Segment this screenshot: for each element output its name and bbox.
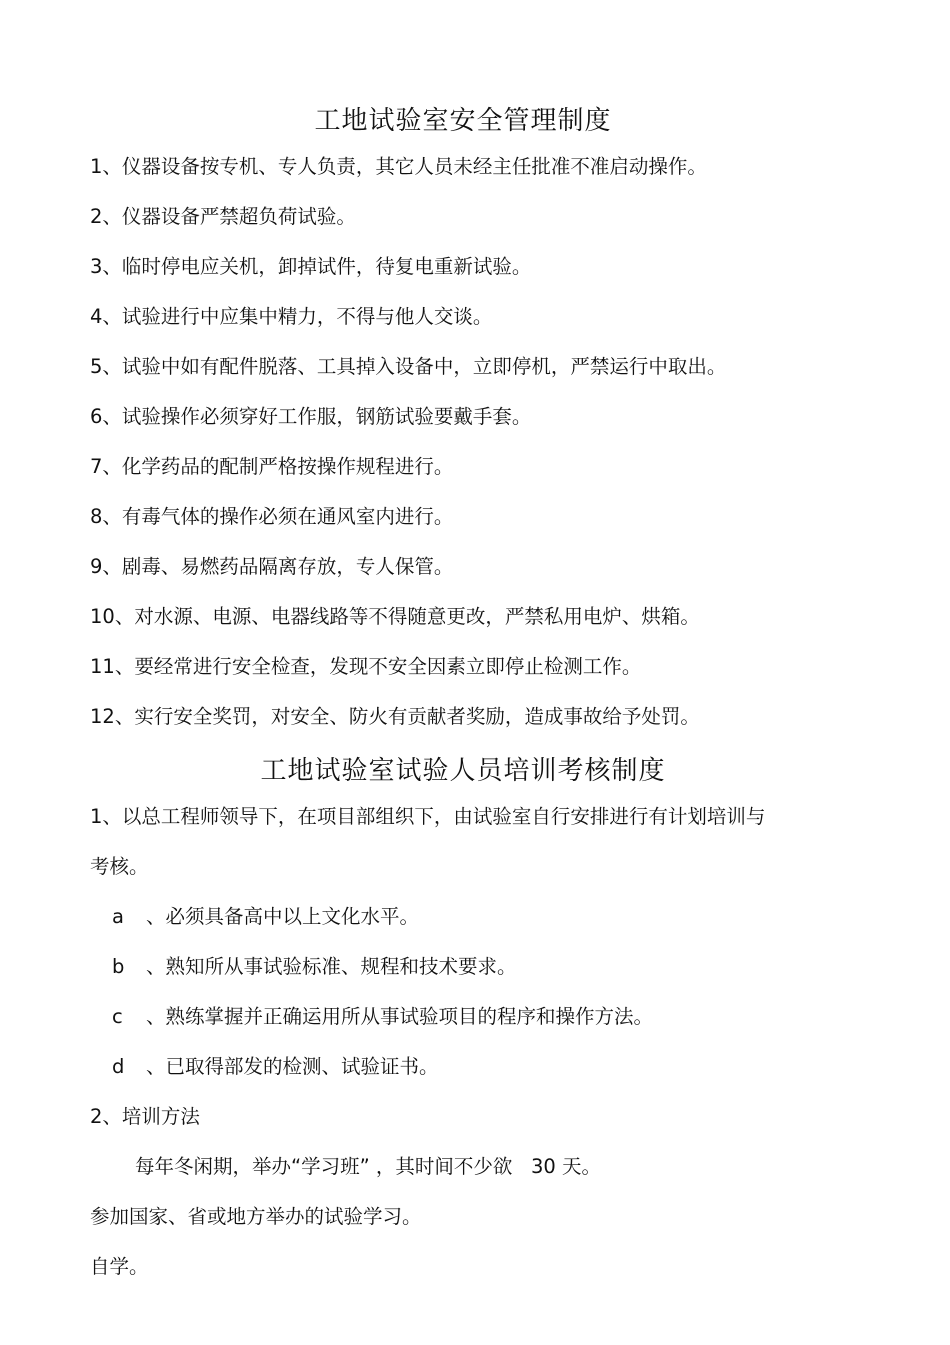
safety-item-6: 6、试验操作必须穿好工作服，钢筋试验要戴手套。 [90,405,532,428]
safety-item-7: 7、化学药品的配制严格按操作规程进行。 [90,455,454,478]
requirement-c [112,1005,653,1029]
safety-policy-title: 工地试验室安全管理制度 [314,106,612,136]
safety-item-11: 11、要经常进行安全检查，发现不安全因素立即停止检测工作。 [90,655,642,678]
safety-item-5: 5、试验中如有配件脱落、工具掉入设备中，立即停机，严禁运行中取出。 [90,355,727,378]
requirement-letter: a [112,905,124,928]
training-self-study-line: 自学。 [90,1255,149,1278]
safety-item-12: 12、实行安全奖罚，对安全、防火有贡献者奖励，造成事故给予处罚。 [90,705,700,728]
safety-item-9: 9、剧毒、易燃药品隔离存放，专人保管。 [90,555,454,578]
training-policy-title: 工地试验室试验人员培训考核制度 [260,756,666,786]
requirement-d [112,1055,439,1079]
requirement-letter: c [112,1005,123,1028]
safety-item-10: 10、对水源、电源、电器线路等不得随意更改，严禁私用电炉、烘箱。 [90,605,700,628]
requirement-a [112,905,419,929]
training-national-line: 参加国家、省或地方举办的试验学习。 [90,1205,422,1228]
requirement-letter: b [112,955,125,978]
training-item-1-line-2: 考核。 [90,855,149,878]
safety-item-3: 3、临时停电应关机，卸掉试件，待复电重新试验。 [90,255,532,278]
safety-item-1: 1、仪器设备按专机、专人负责，其它人员未经主任批准不准启动操作。 [90,155,707,178]
training-item-2: 2、培训方法 [90,1105,200,1128]
requirement-text: 、已取得部发的检测、试验证书。 [146,1055,439,1078]
requirement-b [112,955,517,979]
training-method-line: 每年冬闲期，举办“学习班” ，其时间不少欲 30 天。 [135,1155,602,1178]
safety-item-4: 4、试验进行中应集中精力，不得与他人交谈。 [90,305,493,328]
requirement-letter: d [112,1055,125,1078]
requirement-text: 、熟练掌握并正确运用所从事试验项目的程序和操作方法。 [146,1005,654,1028]
requirement-text: 、熟知所从事试验标准、规程和技术要求。 [146,955,517,978]
requirement-text: 、必须具备高中以上文化水平。 [146,905,420,928]
safety-item-8: 8、有毒气体的操作必须在通风室内进行。 [90,505,454,528]
safety-item-2: 2、仪器设备严禁超负荷试验。 [90,205,356,228]
training-item-1-line-1: 1、以总工程师领导下，在项目部组织下，由试验室自行安排进行有计划培训与 [90,805,766,828]
